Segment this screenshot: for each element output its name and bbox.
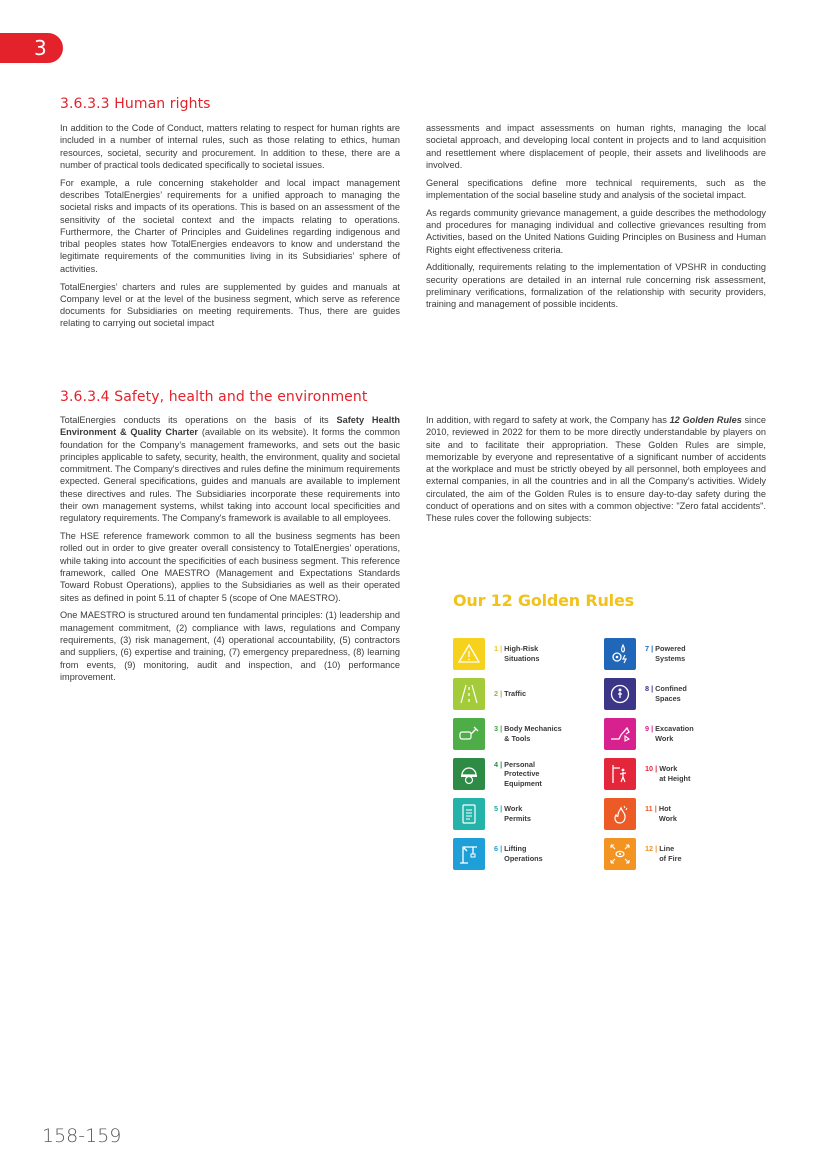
golden-rule-11 <box>604 798 725 830</box>
charter-name: Safety Health Environment & Quality Charter <box>60 415 400 438</box>
golden-rule-label <box>645 684 725 703</box>
golden-rules-emphasis: 12 Golden Rules <box>669 415 742 425</box>
golden-rule-4 <box>453 758 574 790</box>
text-run: since 2010, reviewed in 2022 for them to be more directly understandable by players on site and to facilitate their appropriation. These Golden Rules are simple, memorizable by everyone and representative of a significant number of accidents at the workplace and must be strictly obeyed by all personnel, both employees and external companies, in all the countries and in all the Company's activities. Widely circulated, the aim of the Golden Rules is to ensure day-to-day safety during the conduct of operations and on sites with a common objective: "Zero fatal accidents". These rules cover the following subjects: <box>426 415 766 524</box>
golden-rule-text: Confined Spaces <box>655 684 687 703</box>
safety-right-column <box>426 414 766 530</box>
golden-rule-1 <box>453 638 574 670</box>
chapter-number: 3 <box>34 36 47 60</box>
golden-rule-5 <box>453 798 574 830</box>
human-rights-left-column <box>60 122 400 335</box>
paragraph: assessments and impact assessments on human rights, managing the local societal approach, and developing local content in projects and to land acquisition and resettlement where displacement of people, their assets and livelihoods are involved. <box>426 123 766 170</box>
golden-rule-number: 7 | <box>645 644 656 654</box>
height-icon <box>604 758 636 790</box>
golden-rule-label <box>645 644 725 663</box>
golden-rule-text: Line of Fire <box>659 844 682 863</box>
paragraph <box>426 414 766 525</box>
golden-rule-text: Personal Protective Equipment <box>504 759 542 788</box>
paragraph: TotalEnergies’ charters and rules are supplemented by guides and manuals at Company level or at the level of the business segment, which serve as reference documents for Subsidiaries on meeting requirements. Thus, there are guides relating to carrying out societal impact <box>60 281 400 329</box>
golden-rule-text: Excavation Work <box>655 724 694 743</box>
helmet-icon <box>453 758 485 790</box>
golden-rule-label <box>645 844 725 863</box>
paragraph: The HSE reference framework common to all the business segments has been rolled out in order to give greater overall consistency to TotalEnergies’ operations, while taking into account the specificities of each business segment. This reference framework, called One MAESTRO (Management and Expectations Standards Toward Robust Operations), applies to the Subsidiaries as well as their operated sites as defined in point 5.11 of chapter 5 (scope of One MAESTRO). <box>60 531 400 603</box>
paragraph: For example, a rule concerning stakeholder and local impact management describes TotalEnergies’ requirements for a unified approach to managing the societal risks and impacts of its operations. This is based on an assessment of the sensitivity of the societal context and the impacts relating to operations. Furthermore, the Charter of Principles and Guidelines regarding indigenous and tribal peoples states how TotalEnergies endeavors to know and understand the legitimate requirements of the communities living in its Subsidiaries’ sphere of activities. <box>60 177 400 274</box>
golden-rule-label <box>494 689 574 699</box>
golden-rule-2 <box>453 678 574 710</box>
golden-rule-number: 10 | <box>645 764 660 774</box>
golden-rule-text: High-Risk Situations <box>504 644 540 663</box>
line-of-fire-icon <box>604 838 636 870</box>
text-run: In addition, with regard to safety at work, the Company has <box>426 415 670 425</box>
golden-rule-text: Powered Systems <box>655 644 686 663</box>
golden-rule-6 <box>453 838 574 870</box>
section-title-safety: 3.6.3.4 Safety, health and the environment <box>60 389 368 405</box>
page-number: 158-159 <box>42 1125 122 1147</box>
golden-rule-number: 1 | <box>494 644 505 654</box>
text-run: TotalEnergies conducts its operations on the basis of its <box>60 415 337 425</box>
golden-rule-number: 4 | <box>494 759 505 769</box>
paragraph: General specifications define more technical requirements, such as the implementation of the social baseline study and analysis of the societal impact. <box>426 177 766 200</box>
road-icon <box>453 678 485 710</box>
golden-rule-label <box>494 844 574 863</box>
golden-rule-3 <box>453 718 574 750</box>
golden-rule-text: Body Mechanics & Tools <box>504 724 562 743</box>
golden-rule-number: 12 | <box>645 844 660 854</box>
golden-rule-12 <box>604 838 725 870</box>
text-run: (available on its website). It forms the common foundation for the Company’s management frameworks, and sets out the basic principles applicable to safety, security, health, the environment, quality and societal commitment. The Company's directives and rules define the minimum requirements expected. General specifications, guides and manuals are available to implement these directives and rules. The Subsidiaries incorporate these requirements into their own management systems, whilst taking into account local specificities and regulatory requirements. The Company's framework is available to all employees. <box>60 427 400 524</box>
golden-rule-text: Hot Work <box>658 804 677 823</box>
golden-rule-text: Work at Height <box>659 764 691 783</box>
golden-rule-number: 9 | <box>645 724 656 734</box>
golden-rule-text: Traffic <box>504 689 527 699</box>
permit-icon <box>453 798 485 830</box>
chapter-tab <box>0 33 63 63</box>
golden-rule-8 <box>604 678 725 710</box>
excavator-icon <box>604 718 636 750</box>
golden-rule-label <box>494 760 574 789</box>
golden-rule-text: Work Permits <box>504 804 531 823</box>
golden-rule-number: 2 | <box>494 689 505 699</box>
golden-rule-number: 11 | <box>645 804 659 814</box>
golden-rule-label <box>645 804 725 823</box>
section-title-human-rights: 3.6.3.3 Human rights <box>60 96 211 112</box>
golden-rule-10 <box>604 758 725 790</box>
safety-left-column <box>60 414 400 689</box>
hand-tool-icon <box>453 718 485 750</box>
paragraph <box>60 414 400 525</box>
paragraph: Additionally, requirements relating to the implementation of VPSHR in conducting security operations are detailed in an internal rule concerning risk assessment, preliminary verifications, formalization of the relationship with security providers, training and management of possible incidents. <box>426 262 766 310</box>
golden-rule-label <box>494 804 574 823</box>
paragraph: One MAESTRO is structured around ten fundamental principles: (1) leadership and management commitment, (2) compliance with laws, regulations and Company requirements, (3) risk management, (4) operational accountability, (5) contractors and suppliers, (6) expertise and training, (7) emergency preparedness, (8) learning from events, (9) monitoring, audit and inspection, and (10) performance improvement. <box>60 610 400 682</box>
human-rights-right-column <box>426 122 766 316</box>
confined-space-icon <box>604 678 636 710</box>
golden-rule-number: 3 | <box>494 724 505 734</box>
golden-rule-9 <box>604 718 725 750</box>
golden-rule-number: 8 | <box>645 684 656 694</box>
golden-rules-title: Our 12 Golden Rules <box>453 591 634 610</box>
warning-icon <box>453 638 485 670</box>
golden-rule-number: 6 | <box>494 844 505 854</box>
paragraph: In addition to the Code of Conduct, matters relating to respect for human rights are included in a number of internal rules, such as those relating to ethics, human resources, societal, security and procurement. In addition to these, there are a number of practical tools dedicated specifically to societal issues. <box>60 123 400 170</box>
fire-icon <box>604 798 636 830</box>
golden-rule-text: Lifting Operations <box>504 844 543 863</box>
golden-rule-number: 5 | <box>494 804 505 814</box>
golden-rule-label <box>645 724 725 743</box>
crane-icon <box>453 838 485 870</box>
golden-rule-label <box>494 644 574 663</box>
gear-drop-icon <box>604 638 636 670</box>
golden-rule-label <box>645 764 725 783</box>
paragraph: As regards community grievance management, a guide describes the methodology and procedures for managing individual and collective grievances resulting from Activities, based on the United Nations Guiding Principles on Business and Human Rights eight effectiveness criteria. <box>426 207 766 255</box>
golden-rule-label <box>494 724 574 743</box>
golden-rule-7 <box>604 638 725 670</box>
